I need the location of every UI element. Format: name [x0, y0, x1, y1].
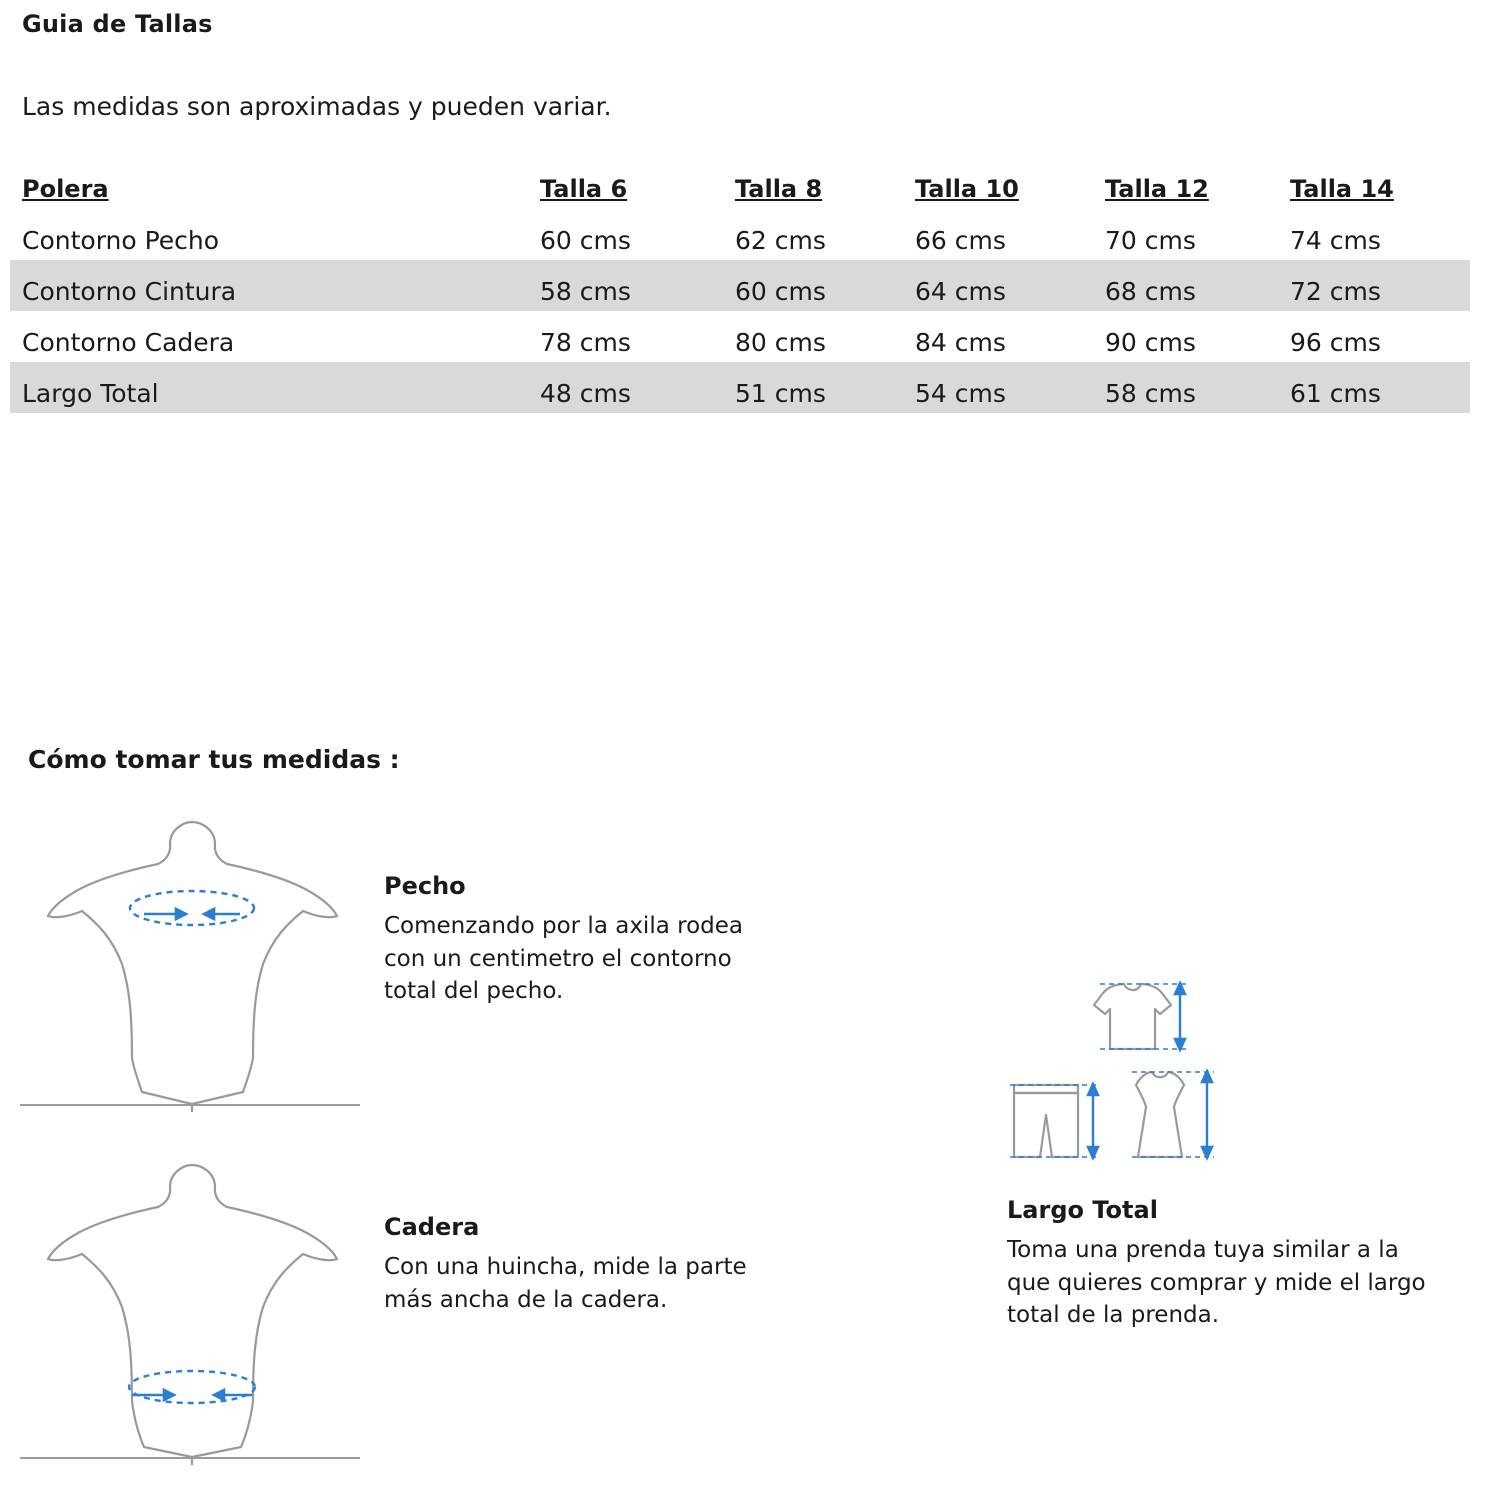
dress-icon — [1132, 1071, 1214, 1158]
cell-value: 84 cms — [915, 328, 1006, 357]
column-header-size-12: Talla 12 — [1105, 175, 1209, 203]
cell-value: 54 cms — [915, 362, 1105, 413]
cell-value: 64 cms — [915, 260, 1105, 311]
cell-value: 70 cms — [1105, 226, 1196, 255]
column-header-size-14: Talla 14 — [1290, 175, 1394, 203]
column-header-product: Polera — [22, 175, 109, 203]
cell-value: 60 cms — [735, 260, 915, 311]
column-header-size-6: Talla 6 — [540, 175, 628, 203]
cell-value: 60 cms — [540, 226, 631, 255]
table-row — [10, 311, 1470, 362]
page-subtitle: Las medidas son aproximadas y pueden variar. — [22, 92, 612, 121]
cell-value: 74 cms — [1290, 226, 1381, 255]
size-table-header — [10, 172, 1470, 209]
cell-value: 80 cms — [735, 328, 826, 357]
page-title: Guia de Tallas — [22, 10, 213, 38]
table-row — [10, 362, 1470, 413]
cell-value: 58 cms — [1105, 362, 1290, 413]
row-label: Contorno Pecho — [22, 226, 220, 255]
cell-value: 68 cms — [1105, 260, 1290, 311]
cadera-body: Con una huincha, mide la parte más ancha de la cadera. — [384, 1254, 747, 1313]
pecho-block — [384, 872, 784, 1008]
table-row — [10, 209, 1470, 260]
cadera-heading: Cadera — [384, 1213, 480, 1241]
largo-total-heading: Largo Total — [1007, 1196, 1158, 1224]
cadera-block — [384, 1213, 764, 1316]
row-label: Contorno Cadera — [22, 328, 235, 357]
cell-value: 90 cms — [1105, 328, 1196, 357]
row-label: Largo Total — [10, 362, 540, 413]
column-header-size-8: Talla 8 — [735, 175, 823, 203]
cell-value: 48 cms — [540, 362, 735, 413]
size-table-body — [10, 209, 1470, 413]
cell-value: 61 cms — [1290, 362, 1470, 413]
table-row — [10, 260, 1470, 311]
cell-value: 96 cms — [1290, 328, 1381, 357]
shorts-icon — [1010, 1084, 1100, 1158]
tshirt-icon — [1094, 983, 1186, 1050]
cell-value: 72 cms — [1290, 260, 1470, 311]
row-label: Contorno Cintura — [10, 260, 540, 311]
cell-value: 66 cms — [915, 226, 1006, 255]
hip-measure-figure — [20, 1155, 360, 1465]
pecho-body: Comenzando por la axila rodea con un centimetro el contorno total del pecho. — [384, 913, 743, 1005]
howto-title: Cómo tomar tus medidas : — [28, 745, 400, 774]
column-header-size-10: Talla 10 — [915, 175, 1019, 203]
chest-measure-figure — [20, 812, 360, 1112]
cell-value: 62 cms — [735, 226, 826, 255]
cell-value: 58 cms — [540, 260, 735, 311]
table-header-row — [10, 172, 1470, 209]
size-table — [10, 172, 1470, 413]
pecho-heading: Pecho — [384, 872, 466, 900]
cell-value: 51 cms — [735, 362, 915, 413]
largo-total-block — [1007, 1196, 1437, 1332]
garment-length-figure — [1000, 975, 1260, 1180]
largo-total-body: Toma una prenda tuya similar a la que quieres comprar y mide el largo total de la prenda. — [1007, 1237, 1426, 1329]
cell-value: 78 cms — [540, 328, 631, 357]
